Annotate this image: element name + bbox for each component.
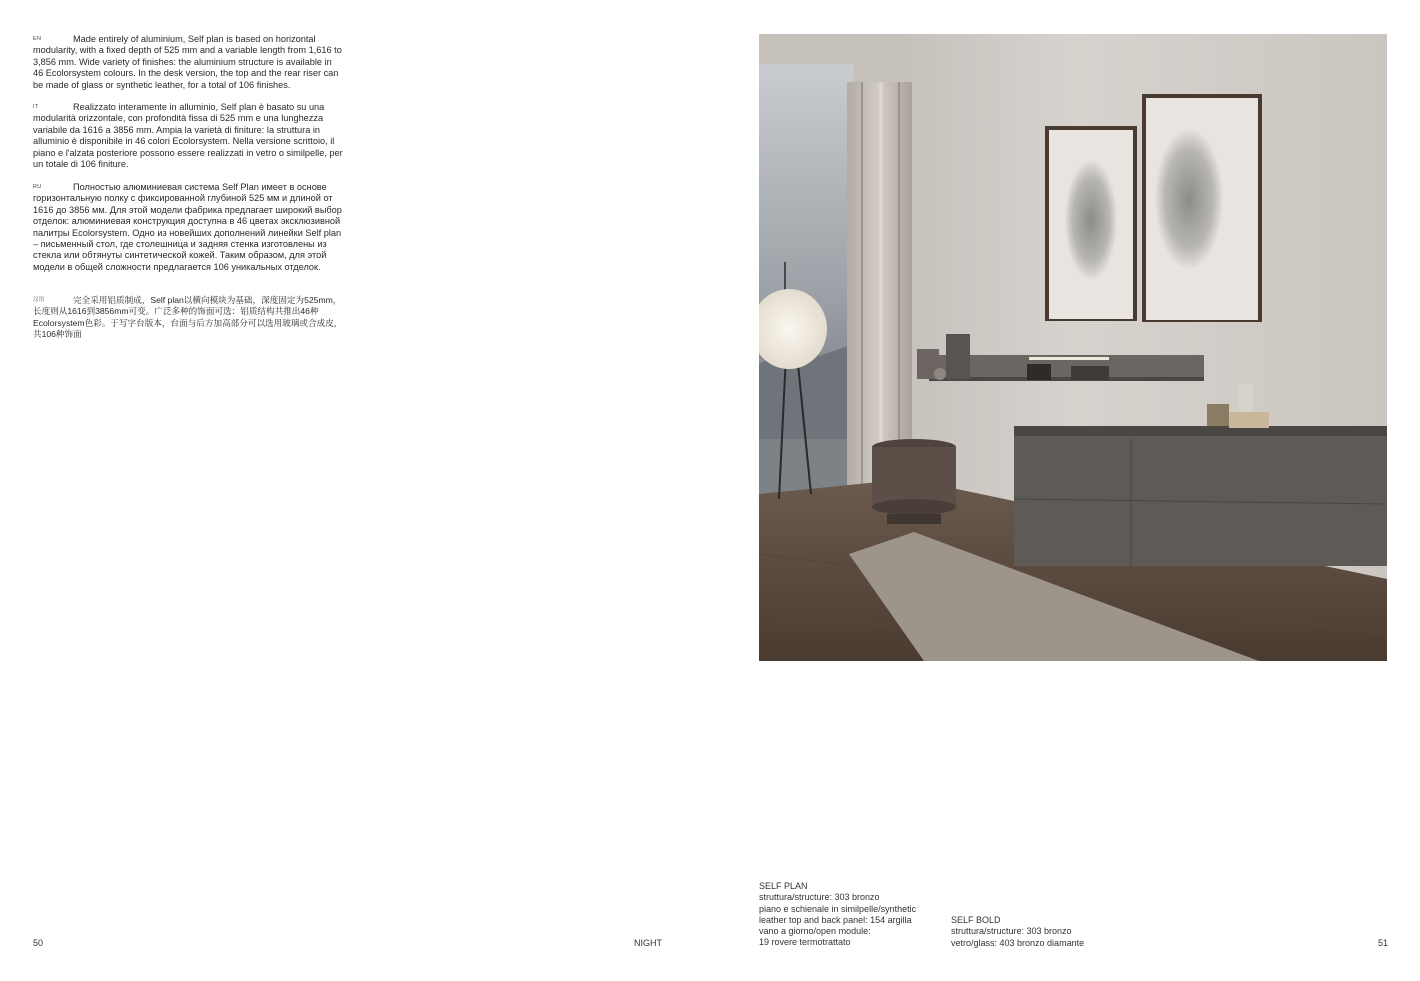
- product-photo: [759, 34, 1387, 661]
- page-number-right: 51: [1378, 938, 1389, 948]
- language-label-ru: RU: [33, 184, 42, 190]
- language-label-it: IT: [33, 104, 39, 110]
- caption-line: piano e schienale in similpelle/synthetic: [759, 903, 917, 914]
- language-label-zh: 汉语: [33, 297, 45, 303]
- description-it: Realizzato interamente in alluminio, Self plan è basato su una modularità orizzontale, con profondità fissa di 525 mm e una lunghezza variabile da 1616 a 3856 mm. Ampia la varietà di finiture: la struttura in alluminio è disponibile in 46 colori Ecolorsystem. Nella versione scrittoio, il piano e l'alzata posteriore possono essere realizzati in vetro o similpelle, per un totale di 106 finiture.: [33, 102, 343, 170]
- caption-title: SELF PLAN: [759, 881, 808, 891]
- caption-line: vetro/glass: 403 bronzo diamante: [951, 937, 1085, 948]
- description-zh: 完全采用铝质制成，Self plan以横向模块为基础，深度固定为525mm，长度则从1616到3856mm可变。广泛多种的饰面可选：铝质结构共推出46种Ecolorsystem色彩。于写字台版本，台面与后方加高部分可以选用玻璃或合成皮，共106种饰面: [33, 295, 343, 340]
- caption-self-plan: [759, 881, 916, 949]
- text-block-en: [33, 34, 343, 91]
- description-ru: Полностью алюминиевая система Self Plan имеет в основе горизонтальную полку с фиксированной глубиной 525 мм и длиной от 1616 до 3856 мм. Для этой модели фабрика предлагает широкий выбор отделок: алюминиевая конструкция доступна в 46 цветах эксклюзивной палитры Ecolorsystem. Одно из новейших дополнений линейки Self plan – письменный стол, где столешница и задняя стенка изготовлены из стекла или обтянуты синтетической кожей. Таким образом, для этой модели в общей сложности предлагается 106 уникальных отделок.: [33, 182, 342, 272]
- text-block-it: [33, 102, 343, 170]
- description-en: Made entirely of aluminium, Self plan is based on horizontal modularity, with a fixed depth of 525 mm and a variable length from 1,616 to 3,856 mm. Wide variety of finishes: the aluminium structure is available in 46 Ecolorsystem colours. In the desk version, the top and the rear riser can be made of glass or synthetic leather, for a total of 106 finishes.: [33, 34, 342, 90]
- page-number-left: 50: [33, 938, 44, 948]
- caption-self-bold: [951, 915, 1084, 949]
- text-block-zh: [33, 295, 343, 341]
- section-label: NIGHT: [634, 938, 662, 948]
- caption-line: struttura/structure: 303 bronzo: [951, 926, 1072, 937]
- caption-line: leather top and back panel: 154 argilla: [759, 914, 912, 925]
- caption-line: vano a giorno/open module:: [759, 926, 871, 937]
- caption-title: SELF BOLD: [951, 915, 1001, 925]
- caption-line: struttura/structure: 303 bronzo: [759, 892, 880, 903]
- language-label-en: EN: [33, 36, 42, 42]
- caption-line: 19 rovere termotrattato: [759, 937, 851, 948]
- room-scene-illustration: [759, 34, 1387, 661]
- text-block-ru: [33, 182, 343, 273]
